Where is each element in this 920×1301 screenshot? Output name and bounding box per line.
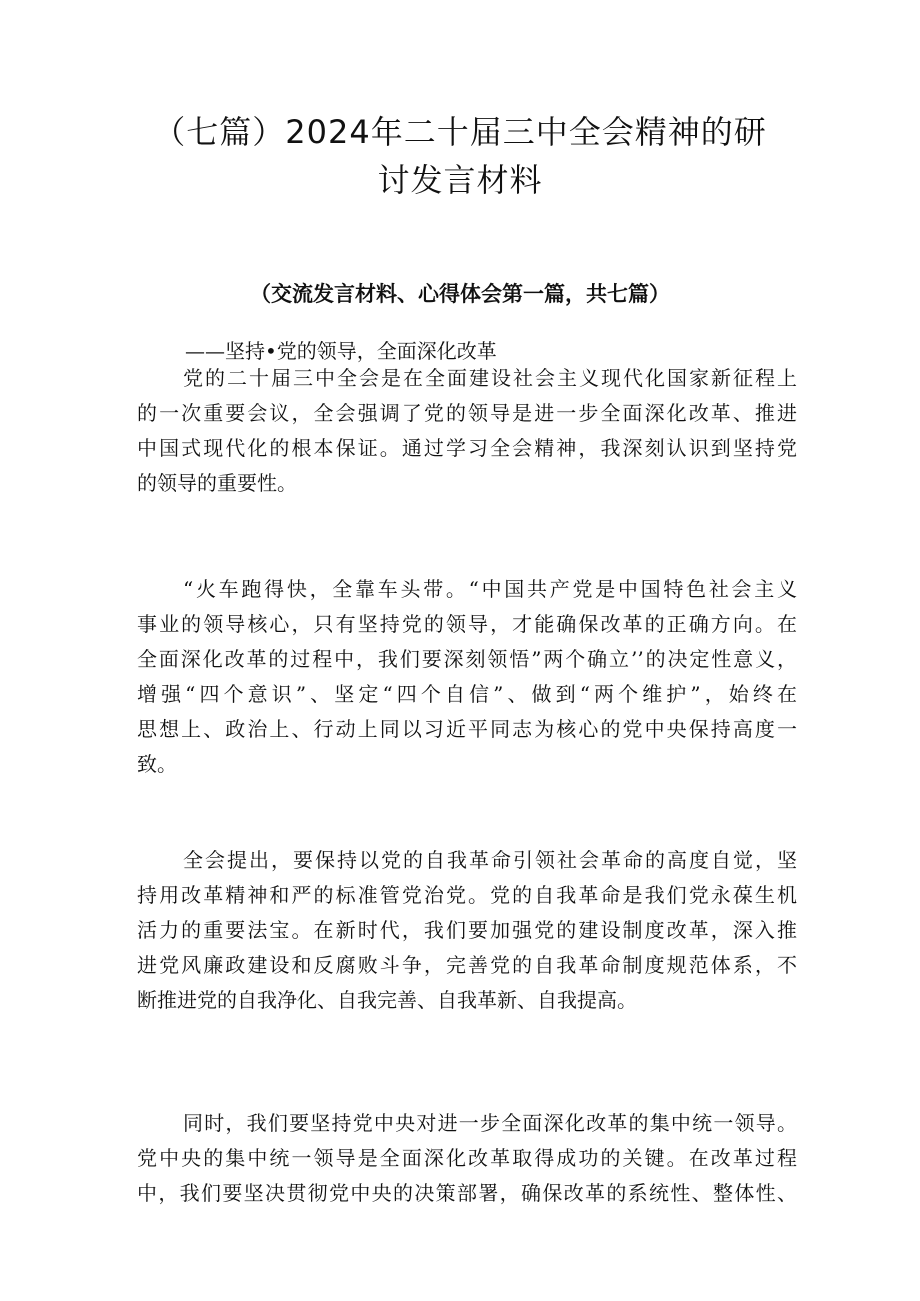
document-subtitle: （交流发言材料、心得体会第一篇，共七篇） bbox=[250, 282, 670, 306]
document-theme: ——坚持•党的领导，全面深化改革 bbox=[185, 339, 497, 363]
paragraph-line: 增强“四个意识”、坚定“四个自信”、做到“两个维护”，始终在 bbox=[137, 682, 797, 706]
paragraph-line: 全会提出，要保持以党的自我革命引领社会革命的高度自觉，坚 bbox=[183, 848, 797, 872]
paragraph-line: 事业的领导核心，只有坚持党的领导，才能确保改革的正确方向。在 bbox=[137, 612, 797, 636]
paragraph-3 bbox=[137, 843, 797, 1018]
paragraph-line: “火车跑得快，全靠车头带。“中国共产党是中国特色社会主义 bbox=[183, 577, 797, 601]
paragraph-line: 活力的重要法宝。在新时代，我们要加强党的建设制度改革，深入推 bbox=[137, 918, 797, 942]
paragraph-4 bbox=[137, 1106, 797, 1211]
paragraph-line: 进党风廉政建设和反腐败斗争，完善党的自我革命制度规范体系，不 bbox=[137, 953, 797, 977]
paragraph-line: 思想上、政治上、行动上同以习近平同志为核心的党中央保持高度一 bbox=[137, 717, 797, 741]
title-line-1: （七篇）2024年二十届三中全会精神的研 bbox=[153, 113, 767, 151]
document-title bbox=[110, 108, 810, 204]
paragraph-line: 断推进党的自我净化、自我完善、自我革新、自我提高。 bbox=[137, 988, 637, 1012]
paragraph-line: 党中央的集中统一领导是全面深化改革取得成功的关键。在改革过程 bbox=[137, 1146, 797, 1170]
paragraph-line: 致。 bbox=[137, 752, 177, 776]
paragraph-line: 中，我们要坚决贯彻党中央的决策部署，确保改革的系统性、整体性、 bbox=[137, 1181, 797, 1205]
paragraph-line: 持用改革精神和严的标准管党治党。党的自我革命是我们党永葆生机 bbox=[137, 883, 797, 907]
paragraph-1 bbox=[137, 361, 797, 501]
paragraph-line: 中国式现代化的根本保证。通过学习全会精神，我深刻认识到坚持党 bbox=[137, 436, 797, 460]
paragraph-line: 的一次重要会议，全会强调了党的领导是进一步全面深化改革、推进 bbox=[137, 401, 797, 425]
paragraph-line: 的领导的重要性。 bbox=[137, 471, 297, 495]
paragraph-line: 全面深化改革的过程中，我们要深刻领悟”两个确立’’的决定性意义， bbox=[137, 647, 797, 671]
paragraph-line: 同时，我们要坚持党中央对进一步全面深化改革的集中统一领导。 bbox=[183, 1111, 797, 1135]
paragraph-2 bbox=[137, 572, 797, 782]
title-line-2: 讨发言材料 bbox=[377, 161, 543, 199]
paragraph-line: 党的二十届三中全会是在全面建设社会主义现代化国家新征程上 bbox=[183, 366, 797, 390]
